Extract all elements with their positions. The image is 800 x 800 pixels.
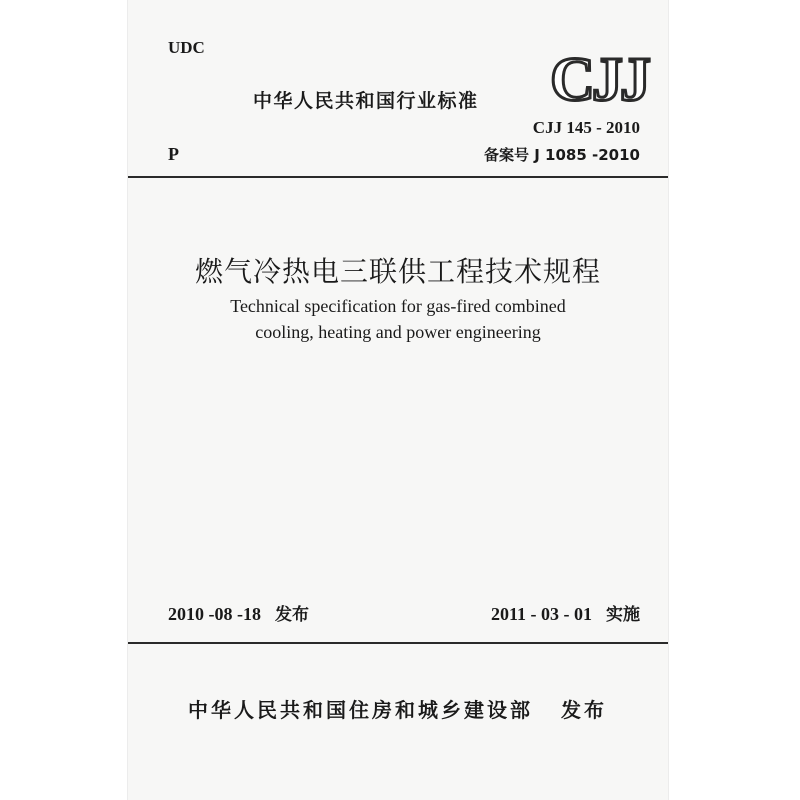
title-chinese: 燃气冷热电三联供工程技术规程 <box>194 255 601 288</box>
industry-standard-heading: 中华人民共和国行业标准 <box>253 90 479 112</box>
effective-date-block <box>491 600 640 625</box>
cjj-logo: CJJ <box>550 46 648 114</box>
header-divider <box>128 176 668 178</box>
publisher-name: 中华人民共和国住房和城乡建设部 <box>188 698 533 722</box>
effective-label: 实施 <box>606 605 640 625</box>
record-number: 备案号 J 1085 -2010 <box>484 146 640 164</box>
issue-date-block <box>168 600 309 625</box>
title-english-line2: cooling, heating and power engineering <box>255 322 541 342</box>
standard-cover <box>128 0 668 800</box>
publisher-label: 发布 <box>561 698 607 722</box>
publisher-block <box>188 694 607 723</box>
issue-label: 发布 <box>275 605 309 625</box>
standard-number: CJJ 145 - 2010 <box>532 118 640 137</box>
udc-label: UDC <box>168 38 205 57</box>
footer-divider <box>128 642 668 644</box>
issue-date: 2010 -08 -18 <box>168 604 261 624</box>
classification-label: P <box>168 144 179 164</box>
title-english-line1: Technical specification for gas-fired combined <box>230 296 566 316</box>
effective-date: 2011 - 03 - 01 <box>491 604 592 624</box>
